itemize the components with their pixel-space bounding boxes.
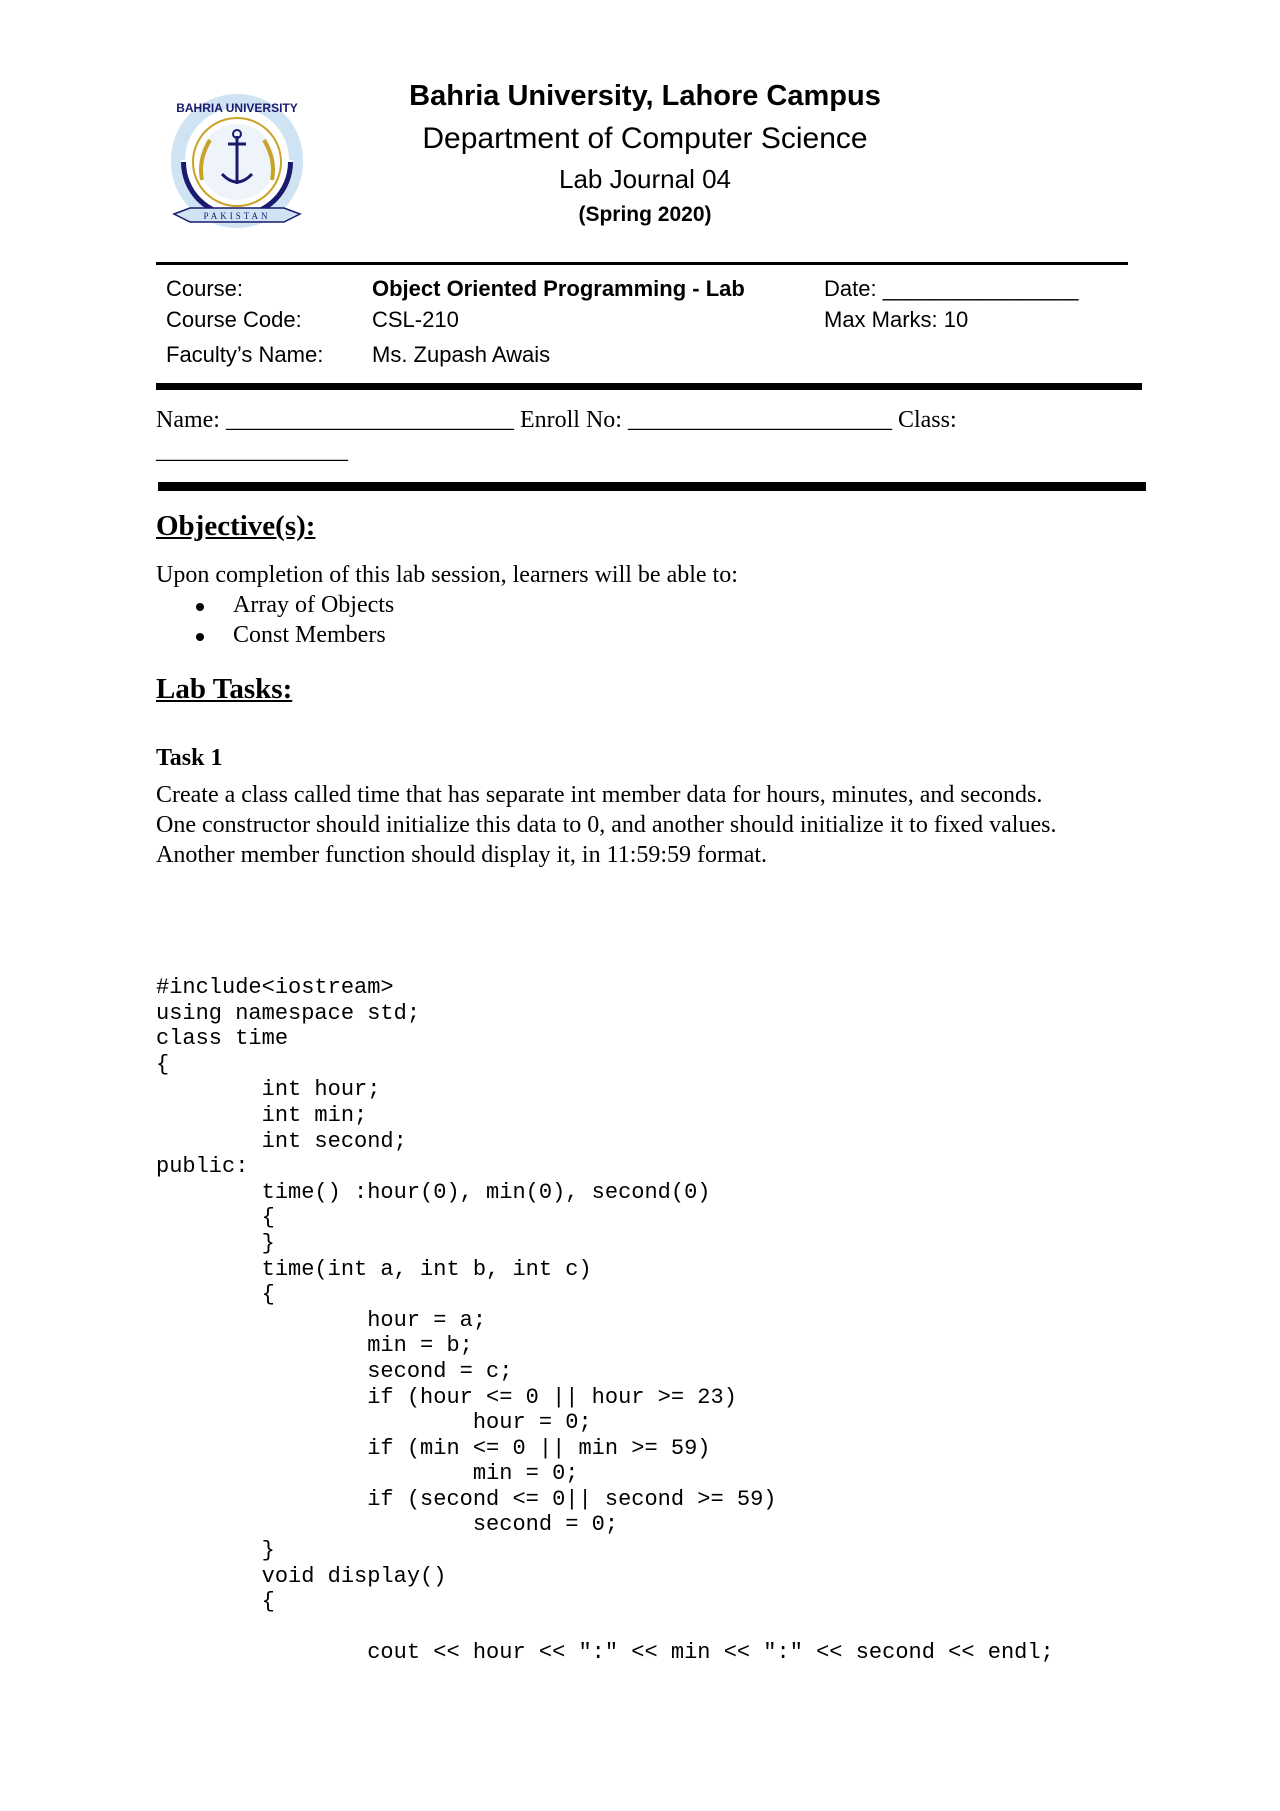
date-field: Date: ________________ [824,276,1079,301]
course-label: Course: [166,276,244,301]
department-title: Department of Computer Science [422,122,868,155]
code-block: #include<iostream> using namespace std; class time { int hour; int min; int second; public: time() :hour(0), min(0), second(0) { } time(int a, int b, int c) { hour = a; min = b; second = c; if (hour <= 0 || hour >= 23) hour = 0; if (min <= 0 || min >= 59) min = 0; if (second <= 0|| second >= 59) second = 0; } void display() { cout << hour << ":" << min << ":" << second << endl; [156,975,1054,1666]
student-info-line: Name: ________________________ Enroll No: ______________________ Class: [156,407,957,433]
journal-title: Lab Journal 04 [558,164,732,194]
lab-tasks-heading: Lab Tasks: [156,673,293,705]
max-marks-label: Max Marks: 10 [824,307,969,332]
task-title: Task 1 [156,745,223,771]
university-logo-icon [170,90,304,240]
student-divider [158,482,1146,491]
header-divider [156,262,1128,265]
objective-item: Const Members [233,622,386,648]
logo-bottom-text: PAKISTAN [203,211,271,221]
university-title: Bahria University, Lahore Campus [409,80,881,112]
student-class-line: ________________ [156,438,348,464]
semester-label: (Spring 2020) [578,203,712,226]
course-value: Object Oriented Programming - Lab [372,276,745,301]
course-code-label: Course Code: [166,307,302,332]
objective-item: Array of Objects [233,592,395,618]
info-divider [156,383,1142,390]
objectives-intro: Upon completion of this lab session, learners will be able to: [156,562,738,588]
faculty-value: Ms. Zupash Awais [372,342,551,367]
task-description-line: Create a class called time that has separate int member data for hours, minutes, and seconds. [156,782,1043,808]
faculty-label: Faculty’s Name: [166,342,324,367]
objectives-heading: Objective(s): [156,510,316,542]
logo-top-text: BAHRIA UNIVERSITY [176,101,298,115]
task-description [156,780,1156,870]
bullet-icon [196,603,204,611]
task-description-line: One constructor should initialize this data to 0, and another should initialize it to fixed values. [156,812,1057,838]
bullet-icon [196,633,204,641]
task-description-line: Another member function should display it, in 11:59:59 format. [156,842,768,868]
course-code-value: CSL-210 [372,307,459,332]
